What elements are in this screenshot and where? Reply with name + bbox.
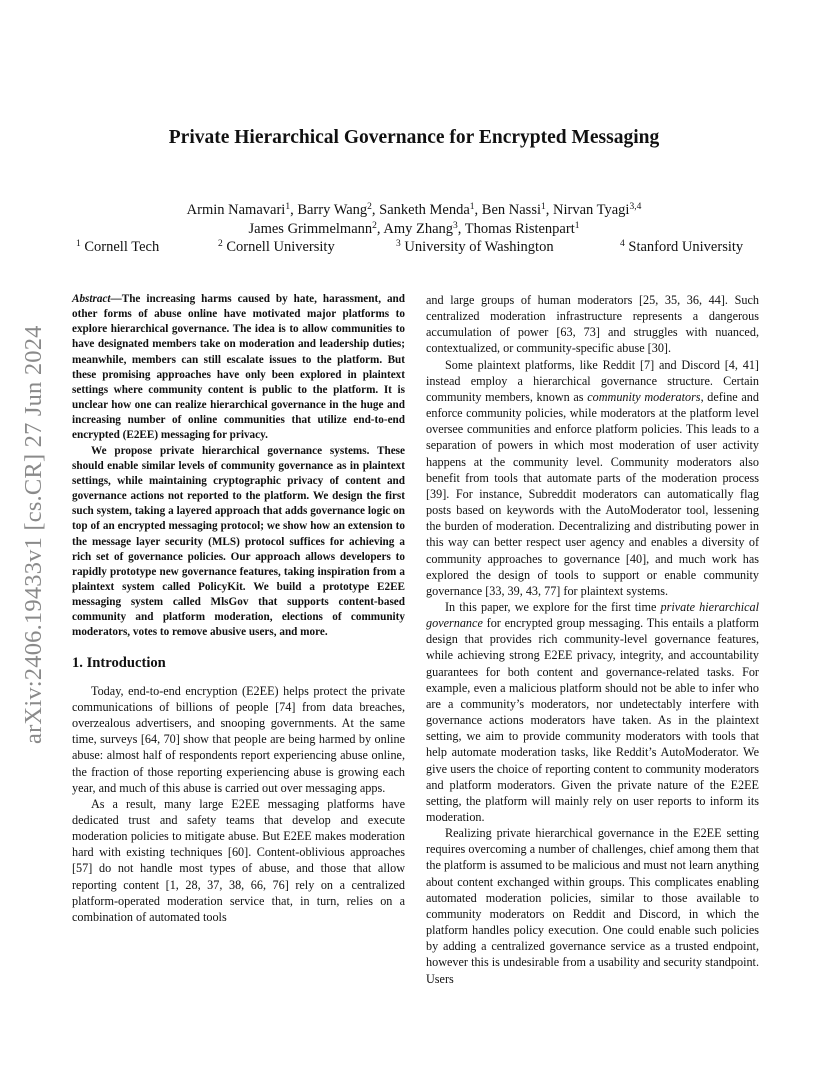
author-list bbox=[0, 201, 828, 239]
emphasis-term: private hierarchical governance bbox=[426, 599, 759, 631]
author-separator: , bbox=[545, 202, 553, 218]
author-affiliation-marker: 2 bbox=[372, 221, 377, 231]
author-separator: , bbox=[371, 202, 380, 218]
affiliation-marker: 3 bbox=[396, 239, 401, 249]
paper-title: Private Hierarchical Governance for Encrypted Messaging bbox=[168, 127, 660, 148]
emphasis-term: community moderators bbox=[587, 389, 701, 404]
affiliation-marker: 4 bbox=[620, 239, 625, 249]
affiliation-name: Cornell Tech bbox=[84, 239, 160, 255]
author-name: Amy Zhang bbox=[383, 221, 454, 237]
author-separator: , bbox=[376, 221, 384, 237]
author-name: James Grimmelmann bbox=[248, 221, 373, 237]
affiliation-name: Stanford University bbox=[628, 239, 744, 255]
abstract-paragraph-2: We propose private hierarchical governance systems. These should enable similar levels of community governance as in plaintext settings, while maintaining cryptographic privacy of content and governance actions not reported to the platform. We design the first such system, taking a layered approach that adds governance logic on top of an encrypted messaging protocol; we show how an extension to the message layer security (MLS) protocol suffices for achieving a rich set of governance policies. Our approach allows developers to rapidly prototype new governance features, taking inspiration from a plaintext system called PolicyKit. We build a prototype E2EE messaging system called MlsGov that supports content-based community and platform moderation, elections of community moderators, votes to remove abusive users, and more. bbox=[72, 444, 405, 639]
author-name: Barry Wang bbox=[297, 202, 368, 218]
text-span: Some plaintext platforms, like Reddit [7] and Discord [4, 41] instead employ a hierarchical governance structure. Certain community members, known as bbox=[426, 357, 759, 404]
author-affiliation-marker: 3,4 bbox=[629, 202, 642, 212]
author-name: Sanketh Menda bbox=[379, 202, 470, 218]
author-name: Armin Namavari bbox=[186, 202, 286, 218]
author-affiliation-marker: 1 bbox=[469, 202, 475, 212]
affiliation-name: University of Washington bbox=[404, 239, 554, 255]
author-affiliation-marker: 1 bbox=[285, 202, 291, 212]
author-affiliation-marker: 2 bbox=[367, 202, 372, 212]
author-separator: , bbox=[457, 221, 465, 237]
abstract-label: Abstract bbox=[72, 293, 111, 305]
author-name: Thomas Ristenpart bbox=[464, 221, 575, 237]
author-separator: , bbox=[474, 202, 482, 218]
author-separator: , bbox=[290, 202, 298, 218]
affiliation-3 bbox=[396, 239, 554, 256]
author-line-2 bbox=[0, 220, 828, 239]
intro-paragraph-3 bbox=[426, 357, 759, 599]
abstract bbox=[72, 292, 405, 641]
author-name: Nirvan Tyagi bbox=[553, 202, 630, 218]
author-name: Ben Nassi bbox=[481, 202, 541, 218]
arxiv-identifier-stamp: arXiv:2406.19433v1 [cs.CR] 27 Jun 2024 bbox=[20, 325, 47, 744]
intro-paragraph-1: Today, end-to-end encryption (E2EE) helps protect the private communications of billions of people [74] from data breaches, overzealous advertisers, and snooping governments. At the same time, surveys [64, 70] show that people are being harmed by online abuse: almost half of respondents report experiencing abuse online, the fraction of those reporting experiencing abuse is growing each year, and much of this abuse is carried out over messaging apps. bbox=[72, 683, 405, 795]
author-line-1 bbox=[0, 201, 828, 220]
intro-paragraph-continued: and large groups of human moderators [25, 35, 36, 44]. Such centralized moderation infrastructure represents a dangerous accumulation of power [63, 73] and struggles with nuanced, contextualized, or community-specific abuse [30]. bbox=[426, 293, 759, 356]
left-column bbox=[72, 292, 405, 925]
text-span: , define and enforce community policies, while moderators at the platform level oversee communities and enforce platform policies. This leads to a separation of powers in which most moderation of user activity happens at the community level. Community moderators also benefit from tools that automate parts of the moderation process [39]. For instance, Subreddit moderators can automatically flag posts based on keywords with the AutoModerator tool, lessening the burden of moderation. Decentralizing and distributing power in this way can better respect user agency and enables a diversity of community approaches to governance [40], and much work has explored the design of tools to support or enable community governance [33, 39, 43, 77] for plaintext systems. bbox=[426, 389, 759, 598]
affiliation-name: Cornell University bbox=[226, 239, 335, 255]
abstract-text-1: —The increasing harms caused by hate, harassment, and other forms of abuse online have motivated major platforms to explore hierarchical governance. The idea is to allow communities to have designated members take on moderation and leadership duties; meanwhile, members can still escalate issues to the platform. But these promising approaches have only been explored in plaintext settings where community content is public to the platform. It is unclear how one can realize hierarchical governance in the huge and increasing number of online communities that utilize end-to-end encrypted (E2EE) messaging for privacy. bbox=[72, 293, 405, 442]
affiliation-1 bbox=[76, 239, 159, 256]
affiliation-2 bbox=[218, 239, 335, 256]
text-span: In this paper, we explore for the first time bbox=[445, 599, 661, 614]
affiliation-4 bbox=[620, 239, 743, 256]
right-column bbox=[426, 292, 759, 987]
author-affiliation-marker: 1 bbox=[541, 202, 546, 212]
abstract-paragraph-1 bbox=[72, 292, 405, 444]
intro-paragraph-4 bbox=[426, 599, 759, 825]
intro-paragraph-2: As a result, many large E2EE messaging platforms have dedicated trust and safety teams that develop and execute moderation policies to mitigate abuse. But E2EE makes moderation hard with existing techniques [60]. Content-oblivious approaches [57] do not handle most types of abuse, and those that allow reporting content [1, 28, 37, 38, 66, 76] rely on a centralized platform-operated moderation service that, in turn, relies on a combination of automated tools bbox=[72, 796, 405, 924]
author-affiliation-marker: 3 bbox=[453, 221, 458, 231]
section-heading-introduction: 1. Introduction bbox=[72, 654, 166, 671]
affiliation-marker: 2 bbox=[218, 239, 223, 249]
intro-paragraph-5: Realizing private hierarchical governance in the E2EE setting requires overcoming a number of challenges, chief among them that the platform is assumed to be malicious and must not learn anything about content exchanged within groups. This complicates enabling automated moderation policies, similar to those available to community moderators on Reddit and Discord, in which the platform handles policy execution. One could enable such policies by adding a centralized governance service as a trusted endpoint, however this is undesirable from a usability and security standpoint. Users bbox=[426, 826, 759, 986]
author-affiliation-marker: 1 bbox=[574, 221, 580, 231]
affiliation-marker: 1 bbox=[76, 239, 81, 249]
text-span: for encrypted group messaging. This entails a platform design that provides rich community-level governance features, while achieving strong E2EE privacy, integrity, and accountability guarantees for both content and governance-related tasks. For example, even a malicious platform should not be able to infer who are a community’s moderators, nor undetectably interfere with governance actions moderators have taken. As in the plaintext setting, we aim to provide community moderators with tools that help automate moderation tasks, like Reddit’s AutoModerator. We give users the choice of reporting content to community moderators and platform moderators. Given the private nature of the E2EE setting, the platform will mainly rely on user reports to inform its moderation. bbox=[426, 616, 759, 824]
